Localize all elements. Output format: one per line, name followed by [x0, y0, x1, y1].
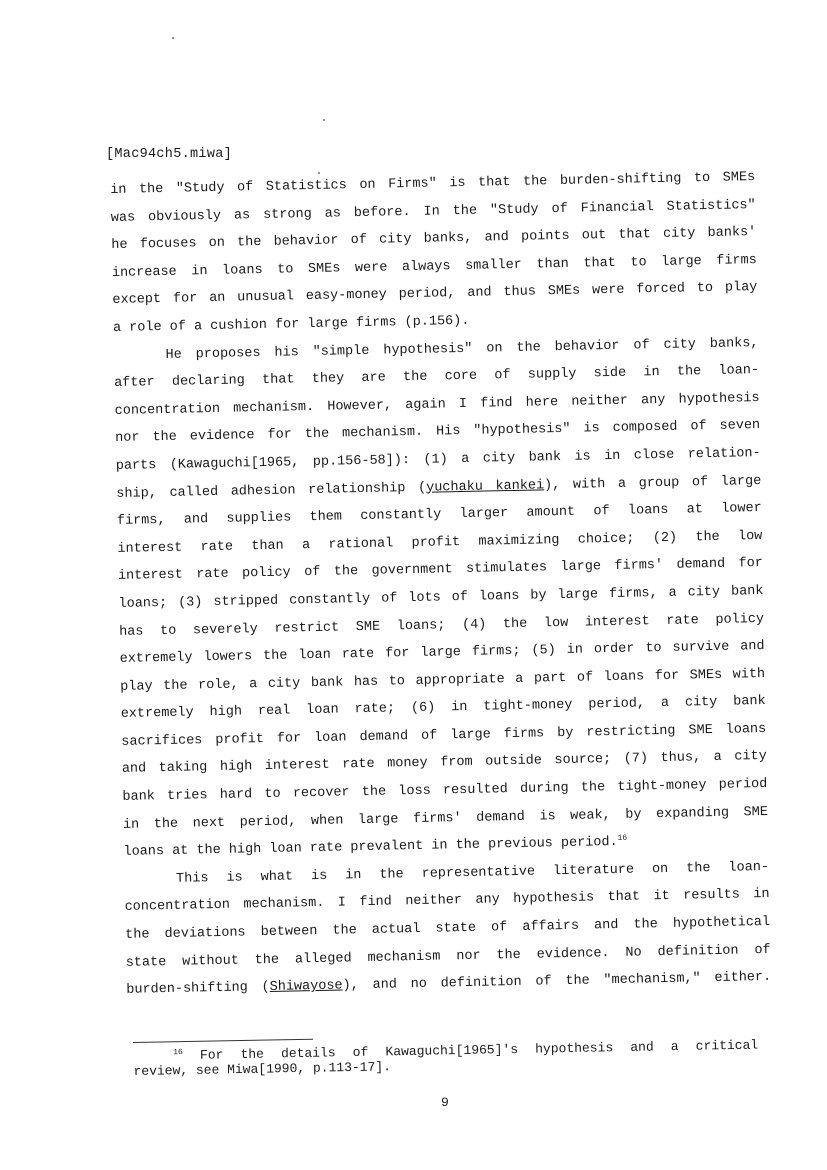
- text-line: after declaring that they are the core of supply side in the loan-: [113, 363, 760, 392]
- body-text: [110, 164, 771, 1005]
- scan-speck: [323, 119, 325, 121]
- text-line: has to severely restrict SME loans; (4) the low interest rate policy: [118, 611, 765, 640]
- text-line: interest rate than a rational profit maximizing choice; (2) the low: [117, 528, 763, 557]
- text-span: ), with a group of large: [543, 473, 762, 493]
- japanese-term-yuchaku-kankei: yuchaku kankei: [426, 477, 545, 496]
- footnote-text: For the details of Kawaguchi[1965]'s hypothesis and a critical: [199, 1037, 759, 1063]
- text-line: he focuses on the behavior of city banks, and points out that city banks': [111, 225, 757, 254]
- text-line: sacrifices profit for loan demand of large firms by restricting SME loans: [121, 721, 767, 750]
- text-line: nor the evidence for the mechanism. His "hypothesis" is composed of seven: [115, 418, 761, 447]
- scan-speck: [172, 37, 174, 39]
- text-line: interest rate policy of the government stimulates large firms' demand for: [117, 556, 764, 585]
- text-span: ship, called adhesion relationship: [116, 480, 419, 502]
- text-span: ), and no definition of the "mechanism," either.: [342, 970, 772, 994]
- text-line: in the "Study of Statistics on Firms" is that the burden-shifting to SMEs: [110, 170, 756, 198]
- text-line: in the next period, when large firms' demand is weak, by expanding SME: [122, 804, 769, 833]
- footnote: [133, 1031, 759, 1079]
- text-line: and taking high interest rate money from outside source; (7) thus, a city: [121, 749, 767, 778]
- page-number: 9: [441, 1095, 449, 1110]
- text-line: increase in loans to SMEs were always smaller than that to large firms: [111, 252, 757, 281]
- text-span: loans at the high loan rate prevalent in the previous period.: [123, 835, 618, 861]
- text-line: This is what is in the representative literature on the loan-: [175, 859, 770, 887]
- file-tag: [Mac94ch5.miwa]: [106, 147, 233, 162]
- text-line: the deviations between the actual state of affairs and the hypothetical: [125, 914, 771, 943]
- text-line: concentration mechanism. However, again I find here neither any hypothesis: [114, 390, 760, 419]
- footnote-rule: [133, 1039, 313, 1043]
- text-line: was obviously as strong as before. In the "Study of Financial Statistics": [110, 197, 756, 226]
- footnote-marker: 16: [173, 1048, 183, 1058]
- footnote-line: review, see Miwa[1990, p.113-17].: [133, 1059, 392, 1079]
- footnote-reference: 16: [617, 834, 628, 844]
- text-line: He proposes his "simple hypothesis" on the behavior of city banks,: [165, 335, 759, 363]
- text-line: parts (Kawaguchi[1965, pp.156-58]): (1) a city bank is in close relation-: [115, 445, 761, 474]
- japanese-term-shiwayose: Shiwayose: [269, 978, 343, 996]
- text-line: state without the alleged mechanism nor the evidence. No definition of: [125, 942, 771, 971]
- text-line: loans; (3) stripped constantly of lots of loans by large firms, a city bank: [118, 583, 764, 612]
- text-span: (: [417, 480, 427, 496]
- text-line: play the role, a city bank has to appropriate a part of loans for SMEs with: [120, 666, 766, 695]
- text-line: concentration mechanism. I find neither any hypothesis that it results in: [124, 887, 770, 916]
- text-line: except for an unusual easy-money period, and thus SMEs were forced to play: [112, 280, 758, 309]
- text-line: a role of a cushion for large firms (p.156).: [112, 313, 470, 336]
- text-span: burden-shifting (: [126, 980, 270, 999]
- text-line: extremely high real loan rate; (6) in tight-money period, a city bank: [120, 694, 766, 723]
- text-line: extremely lowers the loan rate for large firms; (5) in order to survive and: [119, 639, 765, 667]
- text-line: bank tries hard to recover the loss resulted during the tight-money period: [122, 776, 768, 805]
- text-line: firms, and supplies them constantly larger amount of loans at lower: [116, 501, 762, 530]
